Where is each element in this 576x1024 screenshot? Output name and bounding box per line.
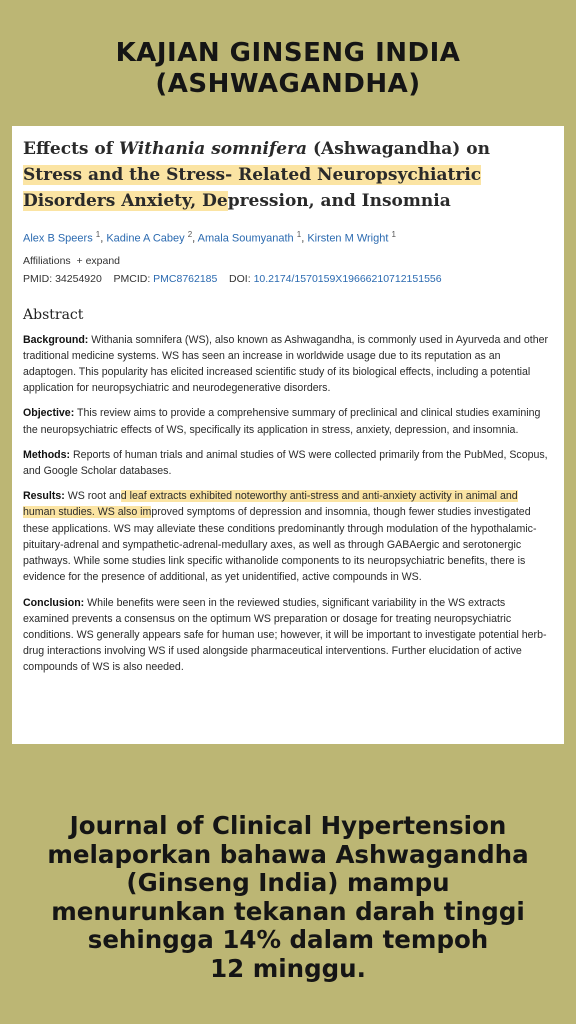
doi-label: DOI: bbox=[229, 272, 251, 285]
page-title bbox=[0, 38, 576, 100]
caption-line: 12 minggu. bbox=[210, 953, 366, 983]
author-affil-sup[interactable]: 2 bbox=[187, 230, 193, 239]
title-highlight: Stress and the Stress- Related Neuropsychiatric Disorders Anxiety, De bbox=[23, 165, 482, 211]
caption-line: Journal of Clinical Hypertension bbox=[69, 811, 507, 840]
caption-line: menurunkan tekanan darah tinggi bbox=[51, 896, 525, 926]
author-link[interactable]: Alex B Speers bbox=[23, 232, 93, 245]
methods-text: Reports of human trials and animal studies of WS were collected primarily from the PubMed, Scopus, and Google Scholar databases. bbox=[23, 448, 548, 478]
page-title-line-1: KAJIAN GINSENG INDIA bbox=[115, 38, 461, 68]
author-link[interactable]: Kadine A Cabey bbox=[106, 232, 185, 245]
background-label: Background: bbox=[23, 333, 89, 346]
article-title bbox=[23, 136, 552, 214]
author-affil-sup[interactable]: 1 bbox=[391, 230, 396, 239]
objective-label: Objective: bbox=[23, 407, 75, 420]
background-text: Withania somnifera (WS), also known as Ashwagandha, is commonly used in Ayurveda and other traditional medicine systems. WS has seen an increase in worldwide usage due to its reputation as an adaptogen. This popularity has elicited increased scientific study of its biological effects, including a potential application for neuropsychiatric and neurodegenerative disorders. bbox=[23, 333, 549, 395]
abstract-results bbox=[23, 488, 552, 585]
caption-line: sehingga 14% dalam tempoh bbox=[87, 925, 489, 954]
title-species: Withania somnifera bbox=[119, 139, 308, 159]
abstract-heading: Abstract bbox=[23, 306, 84, 323]
expand-affiliations-button[interactable]: + expand bbox=[76, 254, 121, 267]
article-screenshot bbox=[12, 126, 564, 744]
results-text-2: proved symptoms of depression and insomnia, though fewer studies investigated these applications. WS may alleviate these conditions predominantly through modulation of the hypothalamic-pituitary-adrenal and sympathetic-adrenal-medullary axes, as well as through GABAergic and serotonergic pathways. While some studies link specific withanolide components to its neuropsychiatric benefits, there is evidence for the presence of additional, as yet unidentified, active compounds in WS. bbox=[23, 506, 537, 584]
abstract-methods bbox=[23, 447, 552, 479]
pmcid-link[interactable]: PMC8762185 bbox=[153, 272, 218, 285]
results-text-1: WS root an bbox=[67, 490, 121, 503]
conclusion-label: Conclusion: bbox=[23, 596, 85, 609]
affiliations-label: Affiliations bbox=[23, 254, 71, 267]
summary-caption bbox=[0, 812, 576, 983]
results-highlight: d leaf extracts exhibited noteworthy anti-stress and anti-anxiety activity in animal and human studies. WS also im bbox=[23, 490, 518, 519]
abstract-background bbox=[23, 332, 552, 397]
caption-line: melaporkan bahawa Ashwagandha bbox=[47, 839, 529, 869]
author-list: Alex B Speers $^1$, Kadine A Cabey $^2$, Amala Soumyanath $^1$, Kirsten M Wright $^1$ bbox=[23, 230, 396, 245]
title-text-1: Effects of bbox=[23, 139, 119, 159]
author-link[interactable]: Kirsten M Wright bbox=[307, 232, 389, 245]
caption-line: (Ginseng India) mampu bbox=[126, 868, 450, 897]
author-link[interactable]: Amala Soumyanath bbox=[197, 232, 294, 245]
methods-label: Methods: bbox=[23, 448, 71, 461]
results-label: Results: bbox=[23, 490, 65, 503]
author-affil-sup[interactable]: 1 bbox=[95, 230, 101, 239]
abstract-conclusion bbox=[23, 595, 552, 676]
doi-link[interactable]: 10.2174/1570159X19666210712151556 bbox=[253, 272, 442, 285]
conclusion-text: While benefits were seen in the reviewed studies, significant variability in the WS extracts examined prevents a consensus on the optimum WS preparation or dosage for treating neuropsychiatric conditions. WS generally appears safe for human use; however, it will be important to investigate potential herb-drug interactions involving WS if used alongside pharmaceutical interventions. Further elucidation of active compounds of WS is also needed. bbox=[23, 596, 547, 674]
objective-text: This review aims to provide a comprehensive summary of preclinical and clinical studies examining the neuropsychiatric effects of WS, specifically its application in stress, anxiety, depression, and insomnia. bbox=[23, 407, 541, 436]
pmid: PMID: 34254920 bbox=[23, 272, 102, 285]
abstract-objective bbox=[23, 405, 552, 437]
author-affil-sup[interactable]: 1 bbox=[296, 230, 302, 239]
title-text-3: pression, and Insomnia bbox=[227, 191, 451, 211]
pmcid-label: PMCID: bbox=[113, 272, 151, 285]
identifiers-row bbox=[23, 273, 552, 285]
title-text-2: (Ashwagandha) on bbox=[307, 139, 490, 159]
affiliations-row bbox=[23, 255, 552, 267]
page-title-line-2: (ASHWAGANDHA) bbox=[155, 69, 421, 99]
